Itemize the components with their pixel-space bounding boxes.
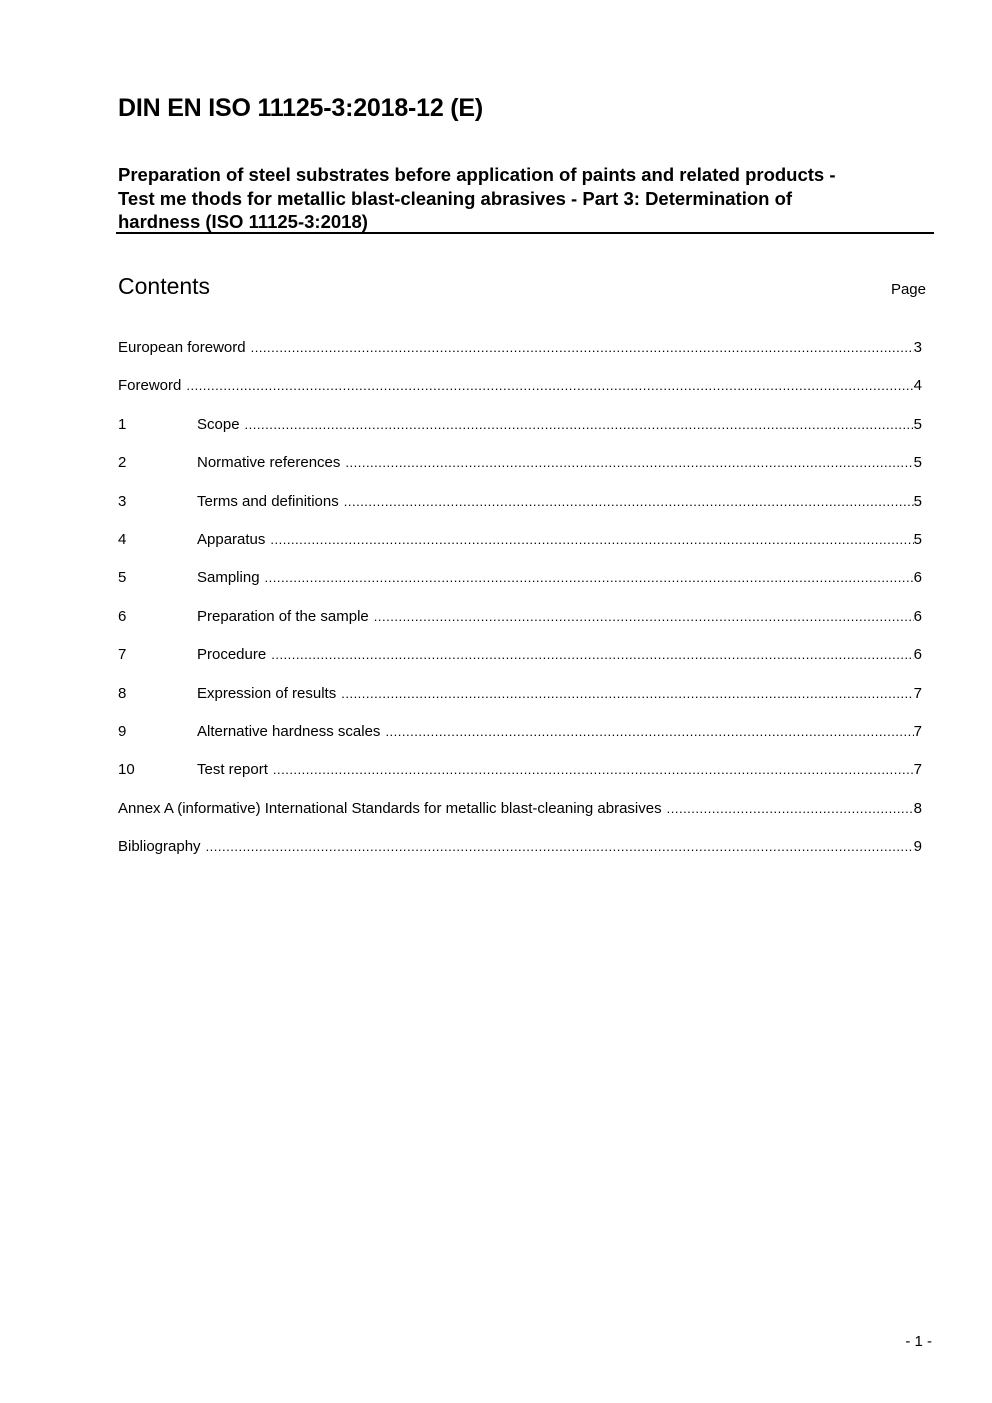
toc-entry-page: 6 [913,569,922,587]
footer-page-number: - 1 - [905,1333,932,1350]
toc-entry-page: 7 [913,684,922,702]
toc-entry-title: European foreword [118,339,246,356]
toc-entry-page: 5 [913,492,922,510]
toc-leader-dots [344,492,914,512]
toc-leader-dots [245,415,914,435]
toc-entry-page: 5 [913,530,922,548]
title-divider [116,232,934,234]
toc-leader-dots [273,760,914,780]
table-of-contents [118,338,922,875]
toc-entry-page: 4 [913,377,922,395]
toc-entry-scope[interactable] [118,415,922,453]
toc-entry-preparation-of-the-sample[interactable] [118,607,922,645]
toc-entry-european-foreword[interactable] [118,338,922,376]
toc-entry-number: 1 [118,415,127,433]
contents-heading: Contents [118,273,211,299]
toc-entry-page: 5 [913,415,922,433]
toc-entry-title: Terms and definitions [197,492,339,510]
toc-entry-number: 8 [118,684,127,702]
toc-leader-dots [251,338,914,358]
toc-leader-dots [667,799,914,819]
toc-leader-dots [271,645,913,665]
toc-entry-expression-of-results[interactable] [118,684,922,722]
toc-entry-number: 3 [118,492,127,510]
toc-entry-sampling[interactable] [118,568,922,606]
document-id: DIN EN ISO 11125-3:2018-12 (E) [118,94,484,122]
toc-entry-title: Foreword [118,377,182,395]
toc-entry-page: 7 [913,722,922,740]
toc-leader-dots [345,453,913,473]
toc-entry-procedure[interactable] [118,645,922,683]
toc-entry-number: 5 [118,569,127,587]
toc-entry-page: 8 [913,799,922,817]
toc-entry-number: 9 [118,722,127,740]
toc-entry-title: Annex A (informative) International Standards for metallic blast-cleaning abrasives [118,799,662,817]
toc-entry-test-report[interactable] [118,760,922,798]
toc-entry-bibliography[interactable] [118,837,922,875]
toc-entry-title: Expression of results [197,684,337,702]
toc-entry-page: 5 [913,454,922,472]
toc-entry-foreword[interactable] [118,376,922,414]
toc-entry-number: 10 [118,761,135,779]
toc-leader-dots [385,722,913,742]
toc-entry-title: Sampling [197,569,260,587]
toc-entry-alternative-hardness-scales[interactable] [118,722,922,760]
toc-entry-number: 2 [118,454,127,472]
toc-leader-dots [341,684,913,704]
toc-entry-title: Apparatus [197,530,266,548]
document-title [118,163,918,234]
toc-entry-title: Normative references [197,454,341,472]
toc-entry-number: 7 [118,646,127,664]
page-column-heading: Page [890,281,926,298]
toc-leader-dots [265,568,914,588]
toc-entry-title: Scope [197,415,240,433]
title-line: Preparation of steel substrates before application of paints and related products - [118,164,836,185]
toc-leader-dots [374,607,914,627]
toc-entry-page: 6 [913,646,922,664]
toc-entry-title: Bibliography [118,838,201,856]
toc-entry-terms-and-definitions[interactable] [118,492,922,530]
toc-entry-page: 9 [913,838,922,856]
toc-entry-apparatus[interactable] [118,530,922,568]
toc-entry-title: Alternative hardness scales [197,722,381,740]
toc-entry-annex-a[interactable] [118,799,922,837]
title-line: Test me thods for metallic blast-cleaning abrasives - Part 3: Determination of [118,187,793,209]
toc-leader-dots [206,837,914,857]
toc-leader-dots [186,376,913,396]
toc-entry-page: 7 [913,761,922,779]
toc-entry-title: Test report [197,761,268,779]
toc-entry-number: 4 [118,530,127,548]
toc-entry-number: 6 [118,607,127,625]
toc-entry-title: Preparation of the sample [197,607,369,625]
title-line: hardness (ISO 11125-3:2018) [118,211,368,232]
toc-leader-dots [270,530,913,550]
toc-entry-title: Procedure [197,646,267,664]
toc-entry-page: 6 [913,607,922,625]
toc-entry-normative-references[interactable] [118,453,922,491]
toc-entry-page: 3 [913,339,922,356]
